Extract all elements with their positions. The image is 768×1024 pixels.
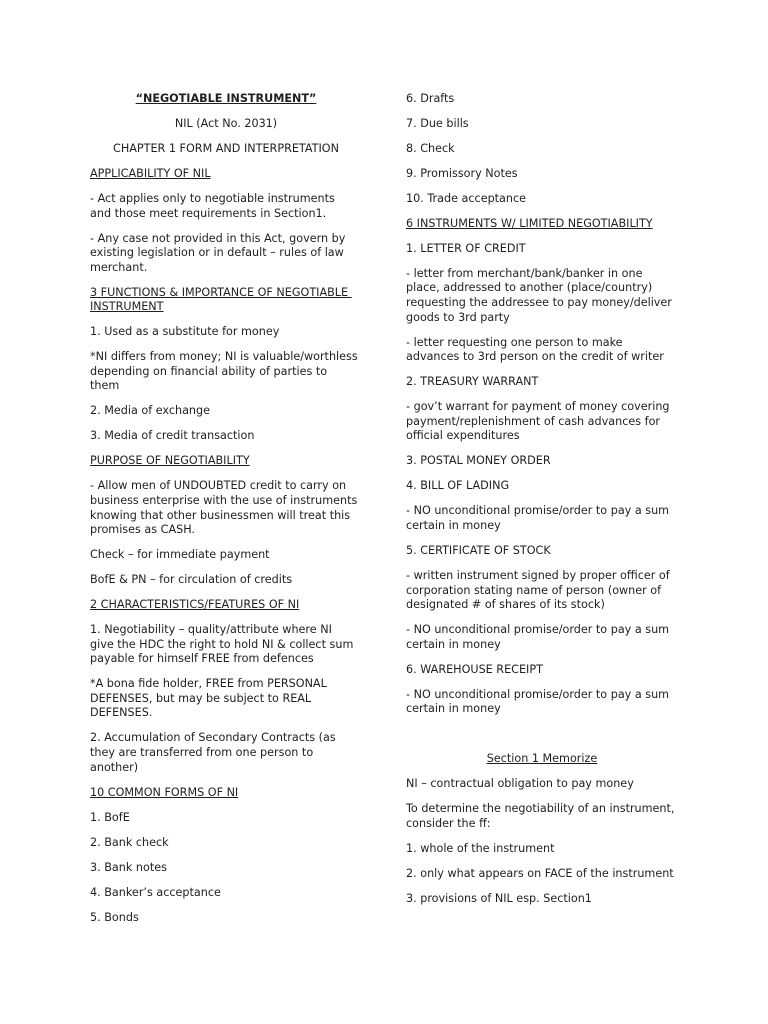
instrument-name: 4. BILL OF LADING — [406, 479, 510, 493]
common-form-item: 1. BofE — [90, 810, 130, 824]
purpose-item: Check – for immediate payment — [90, 548, 270, 562]
instrument-name: 3. POSTAL MONEY ORDER — [406, 454, 551, 468]
function-item: 1. Used as a substitute for money — [90, 325, 280, 339]
common-form-item: 8. Check — [406, 141, 455, 155]
section1-consideration: 2. only what appears on FACE of the instrument — [406, 866, 674, 880]
section1-consideration: 3. provisions of NIL esp. Section1 — [406, 891, 592, 905]
applicability-point: - Any case not provided in this Act, govern by existing legislation or in default – rules of law merchant. — [90, 231, 346, 274]
function-item: 3. Media of credit transaction — [90, 429, 255, 443]
blank-line — [406, 727, 678, 742]
instrument-name: 2. TREASURY WARRANT — [406, 375, 539, 389]
section1-intro: To determine the negotiability of an instrument, consider the ff: — [406, 802, 675, 830]
common-form-item: 9. Promissory Notes — [406, 166, 518, 180]
common-form-item: 4. Banker’s acceptance — [90, 885, 221, 899]
purpose-item: - Allow men of UNDOUBTED credit to carry on business enterprise with the use of instruments knowing that other businessmen will treat this promises as CASH. — [90, 479, 358, 537]
section1-heading: Section 1 Memorize — [486, 752, 598, 766]
section1-consideration: 1. whole of the instrument — [406, 841, 555, 855]
applicability-point: - Act applies only to negotiable instruments and those meet requirements in Section1. — [90, 191, 335, 220]
purpose-item: BofE & PN – for circulation of credits — [90, 573, 293, 587]
characteristics-heading: 2 CHARACTERISTICS/FEATURES OF NI — [90, 598, 300, 612]
functions-heading: 3 FUNCTIONS & IMPORTANCE OF NEGOTIABLE INSTRUMENT — [90, 285, 349, 314]
common-form-item: 2. Bank check — [90, 835, 169, 849]
function-note: *NI differs from money; NI is valuable/worthless depending on financial ability of parties to them — [90, 350, 358, 393]
instrument-name: 1. LETTER OF CREDIT — [406, 241, 526, 255]
limited-negotiability-heading: 6 INSTRUMENTS W/ LIMITED NEGOTIABILITY — [406, 216, 653, 230]
instrument-name: 6. WAREHOUSE RECEIPT — [406, 662, 543, 676]
characteristic-note: *A bona fide holder, FREE from PERSONAL DEFENSES, but may be subject to REAL DEFENSES. — [90, 677, 327, 720]
document-title: “NEGOTIABLE INSTRUMENT” — [135, 92, 317, 105]
chapter-heading: CHAPTER 1 FORM AND INTERPRETATION — [113, 141, 339, 155]
instrument-note: - NO unconditional promise/order to pay a sum certain in money — [406, 623, 670, 651]
instrument-name: 5. CERTIFICATE OF STOCK — [406, 543, 551, 557]
instrument-note: - written instrument signed by proper officer of corporation stating name of person (owner of designated # of shares of its stock) — [406, 568, 670, 612]
characteristic-item: 2. Accumulation of Secondary Contracts (as they are transferred from one person to another) — [90, 731, 336, 774]
instrument-note: - gov’t warrant for payment of money covering payment/replenishment of cash advances for official expenditures — [406, 400, 670, 443]
common-form-item: 3. Bank notes — [90, 860, 167, 874]
common-form-item: 6. Drafts — [406, 92, 455, 105]
instrument-note: - letter requesting one person to make advances to 3rd person on the credit of writer — [406, 335, 664, 364]
instrument-note: - NO unconditional promise/order to pay a sum certain in money — [406, 504, 670, 532]
instrument-note: - letter from merchant/bank/banker in one place, addressed to another (place/country) requesting the addressee to pay money/deliver goods to 3rd party — [406, 266, 672, 324]
purpose-heading: PURPOSE OF NEGOTIABILITY — [90, 454, 250, 468]
applicability-heading: APPLICABILITY OF NIL — [90, 166, 211, 180]
function-item: 2. Media of exchange — [90, 404, 211, 418]
characteristic-item: 1. Negotiability – quality/attribute where NI give the HDC the right to hold NI & collect sum payable for himself FREE from defences — [90, 623, 354, 666]
common-form-item: 7. Due bills — [406, 116, 469, 130]
common-form-item: 5. Bonds — [90, 910, 139, 924]
instrument-note: - NO unconditional promise/order to pay a sum certain in money — [406, 687, 670, 716]
common-form-item: 10. Trade acceptance — [406, 191, 527, 205]
common-forms-heading: 10 COMMON FORMS OF NI — [90, 785, 239, 799]
act-reference: NIL (Act No. 2031) — [174, 116, 278, 130]
right-column — [406, 92, 678, 917]
section1-definition: NI – contractual obligation to pay money — [406, 777, 634, 791]
left-column — [90, 92, 362, 936]
